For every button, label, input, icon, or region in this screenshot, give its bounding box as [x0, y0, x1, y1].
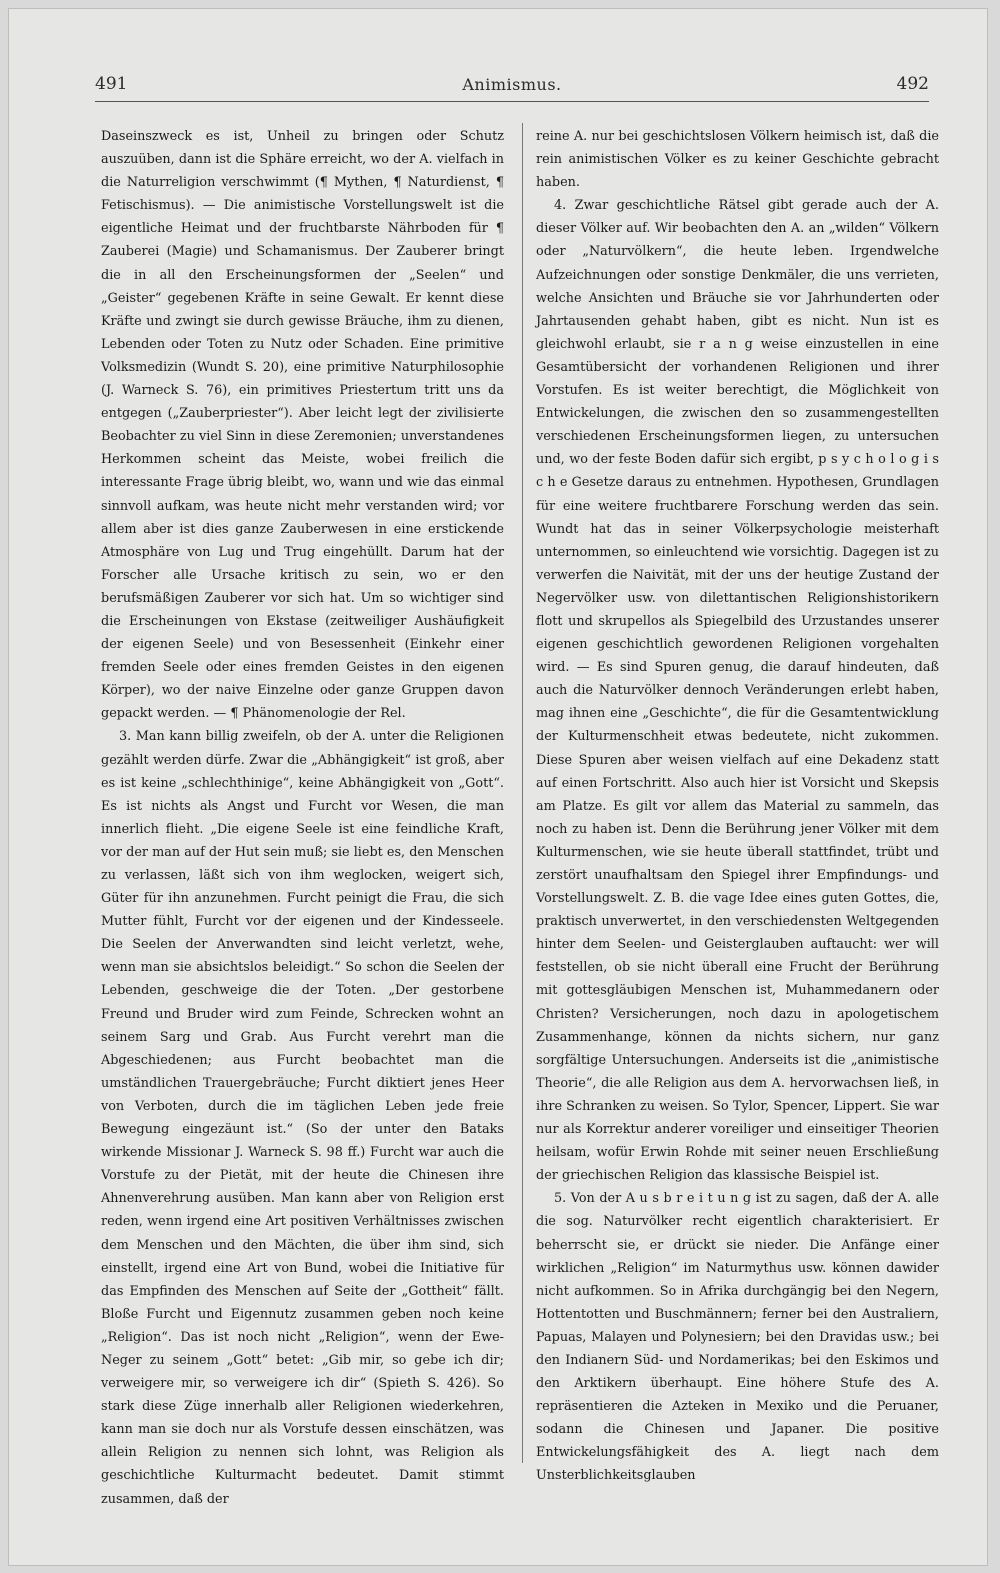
paragraph: 5. Von der A u s b r e i t u n g ist zu sagen, daß der A. alle die sog. Naturvölker recht eigentlich charakterisiert. Er beherrscht sie, er drückt sie nieder. Die Anfänge einer wirklichen „Religion“ im Naturmythus usw. können dawider nicht aufkommen. So in Afrika durchgängig bei den Negern, Hottentotten und Buschmännern; ferner bei den Australiern, Papuas, Malayen und Polynesiern; bei den Dravidas usw.; bei den Indianern Süd- und Nordamerikas; bei den Eskimos und den Arktikern überhaupt. Eine höhere Stufe des A. repräsentieren die Azteken in Mexiko und die Peruaner, sodann die Chinesen und Japaner. Die positive Entwickelungsfähigkeit des A. liegt nach dem Unsterblichkeitsglauben [536, 1191, 939, 1484]
page-header [95, 69, 929, 99]
column-divider [522, 123, 523, 1463]
left-column [101, 125, 504, 1511]
page-number-right: 492 [896, 74, 929, 94]
page-number-left: 491 [95, 74, 128, 94]
running-title: Animismus. [462, 74, 562, 94]
paragraph: Daseinszweck es ist, Unheil zu bringen oder Schutz auszuüben, dann ist die Sphäre erreicht, wo der A. vielfach in die Naturreligion verschwimmt (¶ Mythen, ¶ Naturdienst, ¶ Fetischismus). — Die animistische Vorstellungswelt ist die eigentliche Heimat und der fruchtbarste Nährboden für ¶ Zauberei (Magie) und Schamanismus. Der Zauberer bringt die in all den Erscheinungsformen der „Seelen“ und „Geister“ gegebenen Kräfte in seine Gewalt. Er kennt diese Kräfte und zwingt sie durch gewisse Bräuche, ihm zu dienen, Lebenden oder Toten zu Nutz oder Schaden. Eine primitive Volksmedizin (Wundt S. 20), eine primitive Naturphilosophie (J. Warneck S. 76), ein primitives Priestertum tritt uns da entgegen („Zauberpriester“). Aber leicht legt der zivilisierte Beobachter zu viel Sinn in diese Zeremonien; unverstandenes Herkommen scheint das Meiste, wobei freilich die interessante Frage übrig bleibt, wo, wann und wie das einmal sinnvoll aufkam, was heute nicht mehr verstanden wird; vor allem aber ist dies ganze Zauberwesen in eine erstickende Atmosphäre von Lug und Trug eingehüllt. Darum hat der Forscher alle Ursache kritisch zu sein, wo er den berufsmäßigen Zauberer vor sich hat. Um so wichtiger sind die Erscheinungen von Ekstase (zeitweiliger Aushäufigkeit der eigenen Seele) und von Besessenheit (Einkehr einer fremden Seele oder eines fremden Geistes in den eigenen Körper), wo der naive Einzelne oder ganze Gruppen davon gepackt werden. — ¶ Phänomenologie der Rel. [101, 129, 504, 722]
paragraph: 4. Zwar geschichtliche Rätsel gibt gerade auch der A. dieser Völker auf. Wir beobachten den A. an „wilden“ Völkern oder „Naturvölkern“, die heute leben. Irgendwelche Aufzeichnungen oder sonstige Denkmäler, die uns verrieten, welche Ansichten und Bräuche sie vor Jahrhunderten oder Jahrtausenden gehabt haben, gibt es nicht. Nun ist es gleichwohl erlaubt, sie r a n g weise einzustellen in eine Gesamtübersicht der vorhandenen Religionen und ihrer Vorstufen. Es ist weiter berechtigt, die Möglichkeit von Entwickelungen, die zwischen den so zusammengestellten verschiedenen Erscheinungsformen liegen, zu untersuchen und, wo der feste Boden dafür sich ergibt, p s y c h o l o g i s c h e Gesetze daraus zu entnehmen. Hypothesen, Grundlagen für eine weitere fruchtbarere Forschung werden das sein. Wundt hat das in seiner Völkerpsychologie meisterhaft unternommen, so einleuchtend wie vorsichtig. Dagegen ist zu verwerfen die Naivität, mit der uns der heutige Zustand der Negervölker usw. von dilettantischen Religionshistorikern flott und skrupellos als Spiegelbild des Urzustandes unserer eigenen geschichtlich gewordenen Religionen vorgehalten wird. — Es sind Spuren genug, die darauf hindeuten, daß auch die Naturvölker dennoch Veränderungen erlebt haben, mag ihnen eine „Geschichte“, die für die Gesamtentwicklung der Kulturmenschheit etwas bedeutete, nicht zukommen. Diese Spuren aber weisen vielfach auf eine Dekadenz statt auf einen Fortschritt. Also auch hier ist Vorsicht und Skepsis am Platze. Es gilt vor allem das Material zu sammeln, das noch zu haben ist. Denn die Berührung jener Völker mit dem Kulturmenschen, wie sie heute überall stattfindet, trübt und zerstört unaufhaltsam den Spiegel ihrer Empfindungs- und Vorstellungswelt. Z. B. die vage Idee eines guten Gottes, die, praktisch unverwertet, in den verschiedensten Weltgegenden hinter dem Seelen- und Geisterglauben auftaucht: wer will feststellen, ob sie nicht überall eine Frucht der Berührung mit gottesgläubigen Menschen ist, Muhammedanern oder Christen? Versicherungen, noch dazu in apologetischem Zusammenhange, können da nichts sichern, nur ganz sorgfältige Untersuchungen. Anderseits ist die „animistische Theorie“, die alle Religion aus dem A. hervorwachsen ließ, in ihre Schranken zu weisen. So Tylor, Spencer, Lippert. Sie war nur als Korrektur anderer voreiliger und einseitiger Theorien heilsam, wofür Erwin Rohde mit seiner neuen Erschließung der griechischen Religion das klassische Beispiel ist. [536, 198, 939, 1184]
paragraph: 3. Man kann billig zweifeln, ob der A. unter die Religionen gezählt werden dürfe. Zwar die „Abhängigkeit“ ist groß, aber es ist keine „schlechthinige“, keine Abhängigkeit von „Gott“. Es ist nichts als Angst und Furcht vor Wesen, die man innerlich flieht. „Die eigene Seele ist eine feindliche Kraft, vor der man auf der Hut sein muß; sie liebt es, den Menschen zu verlassen, läßt sich von ihm weglocken, weigert sich, Güter für ihn anzunehmen. Furcht peinigt die Frau, die sich Mutter fühlt, Furcht vor der eigenen und der Kindesseele. Die Seelen der Anverwandten sind leicht verletzt, wehe, wenn man sie absichtslos beleidigt.“ So schon die Seelen der Lebenden, geschweige die der Toten. „Der gestorbene Freund und Bruder wird zum Feinde, Schrecken wohnt an seinem Sarg und Grab. Aus Furcht verehrt man die Abgeschiedenen; aus Furcht beobachtet man die umständlichen Trauergebräuche; Furcht diktiert jenes Heer von Verboten, durch die im täglichen Leben jede freie Bewegung eingezäunt ist.“ (So der unter den Bataks wirkende Missionar J. Warneck S. 98 ff.) Furcht war auch die Vorstufe zu der Pietät, mit der heute die Chinesen ihre Ahnenverehrung ausüben. Man kann aber von Religion erst reden, wenn irgend eine Art positiven Verhältnisses zwischen dem Menschen und den Mächten, die über ihm sind, sich einstellt, irgend eine Art von Bund, wobei die Initiative für das Empfinden des Menschen auf Seite der „Gottheit“ fällt. Bloße Furcht und Eigennutz zusammen geben noch keine „Religion“. Das ist noch nicht „Religion“, wenn der Ewe-Neger zu seinem „Gott“ betet: „Gib mir, so gebe ich dir; verweigere mir, so verweigere ich dir“ (Spieth S. 426). So stark diese Züge innerhalb aller Religionen wiederkehren, kann man sie doch nur als Vorstufe dessen einschätzen, was allein Religion zu nennen sich lohnt, was Religion als geschichtliche Kulturmacht bedeutet. Damit stimmt zusammen, daß der [101, 729, 504, 1507]
right-column [536, 125, 939, 1488]
paragraph: reine A. nur bei geschichtslosen Völkern heimisch ist, daß die rein animistischen Völker es zu keiner Geschichte gebracht haben. [536, 129, 939, 191]
page-sheet [8, 8, 988, 1566]
header-rule [95, 101, 929, 102]
